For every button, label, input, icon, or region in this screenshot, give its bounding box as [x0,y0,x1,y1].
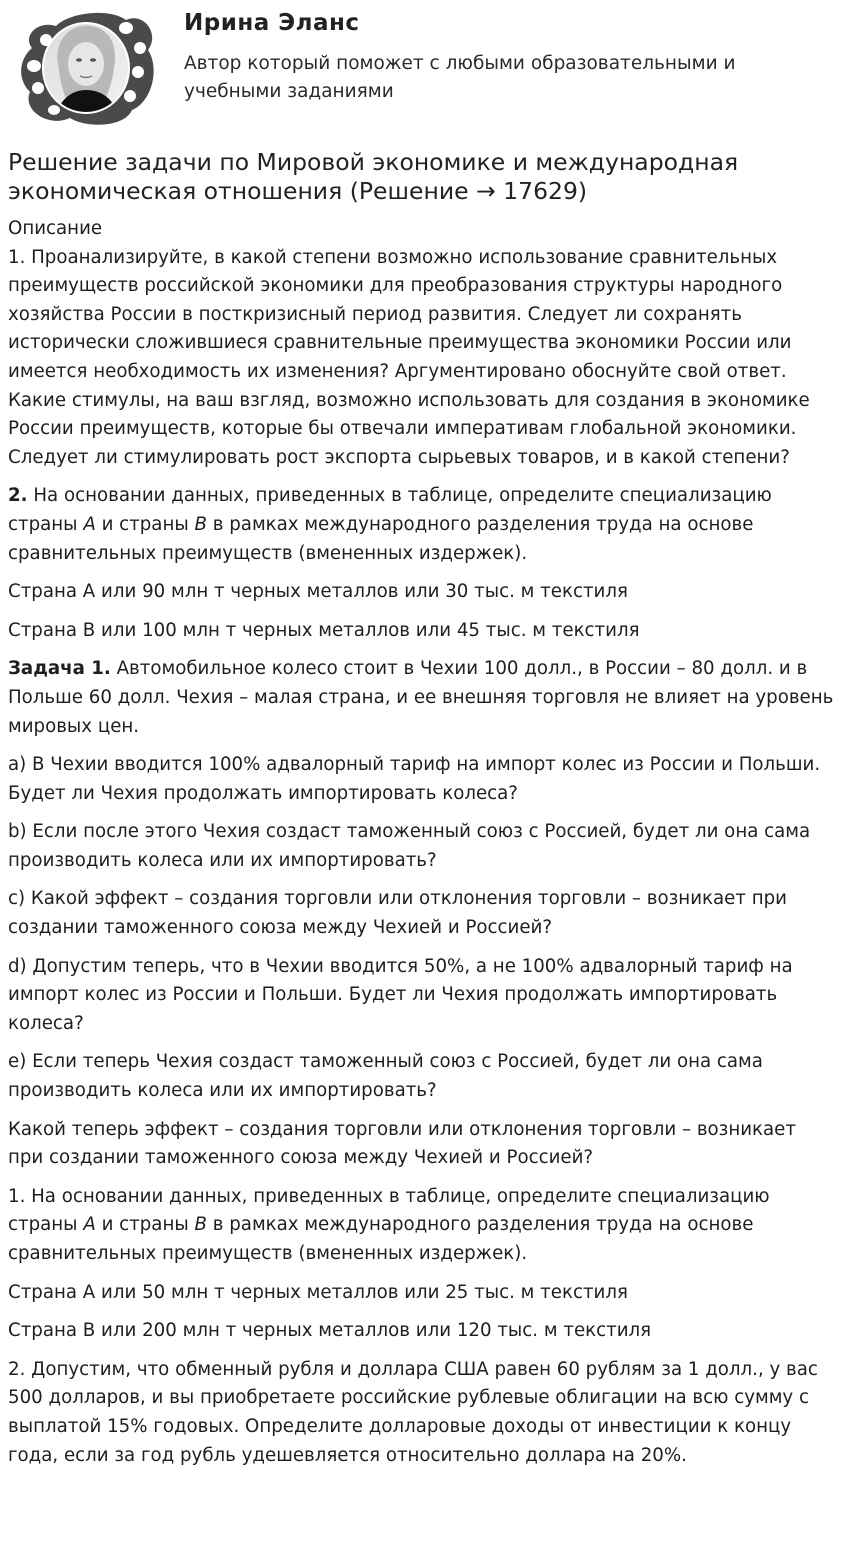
author-description: Автор который поможет с любыми образовательными и учебными заданиями [184,53,736,102]
author-name: Ирина Эланс [184,10,360,36]
paragraph: Страна А или 50 млн т черных металлов или 25 тыс. м текстиля [8,1281,628,1303]
paragraph: c) Какой эффект – создания торговли или отклонения торговли – возникает при создании таможенного союза между Чехией и Россией? [8,888,787,939]
paragraph: e) Если теперь Чехия создаст таможенный союз с Россией, будет ли она сама производить колеса или их импортировать? [8,1051,763,1102]
paragraph: 1. Проанализируйте, в какой степени возможно использование сравнительных преимуществ российской экономики для преобразования структуры народного хозяйства России в посткризисный период развития. Следует ли сохранять исторически сложившиеся сравнительные преимущества экономики России или имеется необходимость их изменения? Аргументировано обоснуйте свой ответ. Какие стимулы, на ваш взгляд, возможно использовать для создания в экономике России преимуществ, которые бы отвечали императивам глобальной экономики. Следует ли стимулировать рост экспорта сырьевых товаров, и в какой степени? [8,246,810,468]
author-avatar [14,6,160,128]
paragraph: Страна В или 200 млн т черных металлов или 120 тыс. м текстиля [8,1320,652,1342]
paragraph: Какой теперь эффект – создания торговли или отклонения торговли – возникает при создании таможенного союза между Чехией и Россией? [8,1118,796,1169]
task-heading: Задача 1. [8,658,111,680]
paragraph: b) Если после этого Чехия создаст таможенный союз с Россией, будет ли она сама производить колеса или их импортировать? [8,821,811,871]
paragraph: d) Допустим теперь, что в Чехии вводится 50%, а не 100% адвалорный тариф на импорт колес из России и Польши. Будет ли Чехия продолжать импортировать колеса? [8,955,793,1034]
film-frame-avatar-icon [14,6,160,128]
paragraph: 2. Допустим, что обменный рубля и доллара США равен 60 рублям за 1 долл., у вас 500 долларов, и вы приобретаете российские рублевые облигации на всю сумму с выплатой 15% годовых. Определите долларовые доходы от инвестиции к концу года, если за год рубль удешевляется относительно доллара на 20%. [8,1358,818,1466]
task-description [8,215,836,1480]
paragraph: Задача 1. Автомобильное колесо стоит в Чехии 100 долл., в России – 80 долл. и в Польше 60 долл. Чехия – малая страна, и ее внешняя торговля не влияет на уровень мировых цен. [8,658,834,737]
author-block [8,0,839,140]
paragraph: 2. На основании данных, приведенных в таблице, определите специализацию страны А и страны В в рамках международного разделения труда на основе сравнительных преимуществ (вмененных издержек). [8,485,772,564]
task-number: 2. [8,485,28,507]
page-title: Решение задачи по Мировой экономике и международная экономическая отношения (Решение → 17629) [8,148,739,205]
description-label: Описание [8,218,103,239]
paragraph: Страна А или 90 млн т черных металлов или 30 тыс. м текстиля [8,581,628,603]
paragraph: а) В Чехии вводится 100% адвалорный тариф на импорт колес из России и Польши. Будет ли Чехия продолжать импортировать колеса? [8,754,821,804]
paragraph: 1. На основании данных, приведенных в таблице, определите специализацию страны А и страны В в рамках международного разделения труда на основе сравнительных преимуществ (вмененных издержек). [8,1185,770,1264]
paragraph: Страна В или 100 млн т черных металлов или 45 тыс. м текстиля [8,619,640,641]
